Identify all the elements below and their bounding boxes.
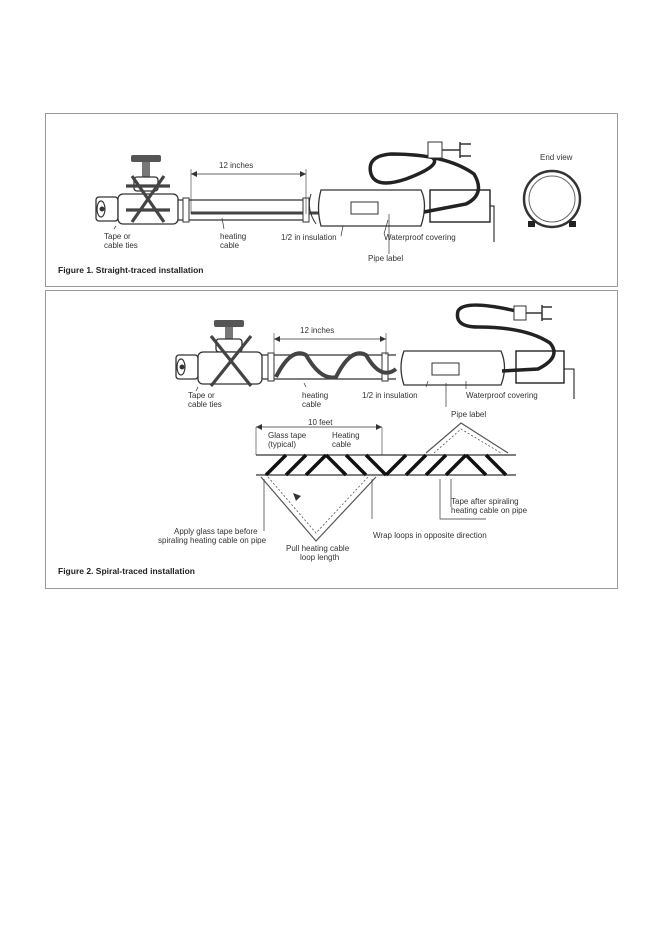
figure-1-panel bbox=[45, 113, 618, 287]
tape-label-line2: cable ties bbox=[188, 400, 222, 409]
end-view-label: End view bbox=[540, 153, 573, 162]
tape-after-label-line2: heating cable on pipe bbox=[451, 506, 528, 515]
waterproof-label: Waterproof covering bbox=[384, 233, 456, 242]
insulation bbox=[309, 190, 424, 226]
heating-cable-2-label-line1: Heating bbox=[332, 431, 360, 440]
figure-2-caption: Figure 2. Spiral-traced installation bbox=[58, 566, 195, 576]
apply-glass-tape-label-line2: spiraling heating cable on pipe bbox=[158, 536, 267, 545]
heating-cable-label-line2: cable bbox=[220, 241, 240, 250]
pipe bbox=[262, 353, 396, 381]
glass-tape-label-line2: (typical) bbox=[268, 440, 297, 449]
dimension-label: 12 inches bbox=[300, 326, 335, 335]
glass-tape-label-line1: Glass tape bbox=[268, 431, 307, 440]
heating-cable-2-label-line2: cable bbox=[332, 440, 352, 449]
tape-after-label-line1: Tape after spiraling bbox=[451, 497, 519, 506]
end-view-diagram bbox=[524, 171, 580, 227]
pipe bbox=[178, 198, 321, 222]
pipe-label-label: Pipe label bbox=[451, 410, 487, 419]
valve bbox=[198, 320, 262, 386]
heating-cable-label-line1: heating bbox=[220, 232, 247, 241]
pipe-label-label: Pipe label bbox=[368, 254, 404, 263]
heating-cable-label-line1: heating bbox=[302, 391, 329, 400]
pull-cable-label-line2: loop length bbox=[300, 553, 340, 562]
dimension-label: 12 inches bbox=[219, 161, 254, 170]
pipe-end-fitting bbox=[96, 197, 118, 221]
figure-1-caption: Figure 1. Straight-traced installation bbox=[58, 265, 204, 275]
tape-label-line1: Tape or bbox=[104, 232, 131, 241]
figure-1-diagram bbox=[46, 114, 617, 286]
tape-label-line2: cable ties bbox=[104, 241, 138, 250]
pipe-end-fitting bbox=[176, 355, 198, 379]
apply-glass-tape-label-line1: Apply glass tape before bbox=[174, 527, 258, 536]
insulation-label: 1/2 in insulation bbox=[281, 233, 337, 242]
heating-cable-label-line2: cable bbox=[302, 400, 322, 409]
figure-2-diagram bbox=[46, 291, 617, 588]
insulation-label: 1/2 in insulation bbox=[362, 391, 418, 400]
tape-label-line1: Tape or bbox=[188, 391, 215, 400]
valve bbox=[118, 155, 178, 224]
insulation bbox=[401, 351, 505, 385]
wrap-loops-label: Wrap loops in opposite direction bbox=[373, 531, 487, 540]
waterproof-label: Waterproof covering bbox=[466, 391, 538, 400]
figure-2-panel bbox=[45, 290, 618, 589]
ten-feet-label: 10 feet bbox=[308, 418, 333, 427]
pull-cable-label-line1: Pull heating cable bbox=[286, 544, 350, 553]
